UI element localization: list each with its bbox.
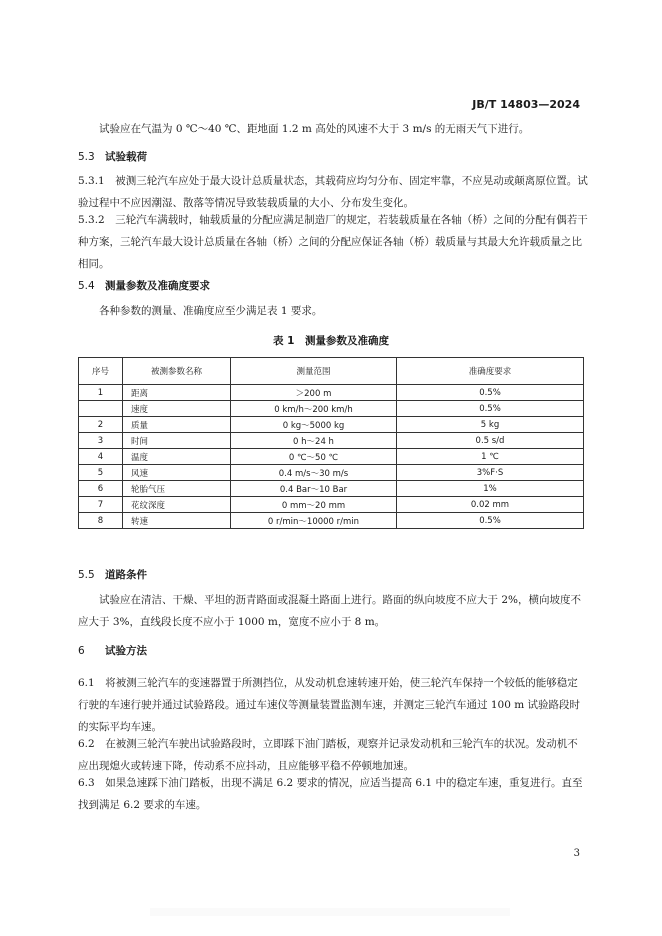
table-row <box>79 465 584 481</box>
table-cell: 4 <box>79 449 123 465</box>
weather-condition-paragraph: 试验应在气温为 0 ℃～40 ℃、距地面 1.2 m 高处的风速不大于 3 m/s 的无雨天气下进行。 <box>99 123 530 135</box>
table-cell: 转速 <box>123 513 231 529</box>
clause-6-1: 6.1 将被测三轮汽车的变速器置于所测挡位，从发动机怠速转速开始，使三轮汽车保持一个较低的能够稳定行驶的车速行驶并通过试验路段。通过车速仪等测量装置监测车速，并测定三轮汽车通过 100 m 试验路段时的实际平均车速。 <box>78 677 581 733</box>
table-cell: 0 h～24 h <box>231 433 397 449</box>
clause-6-2: 6.2 在被测三轮汽车驶出试验路段时，立即踩下油门踏板，观察并记录发动机和三轮汽车的状况。发动机不应出现熄火或转速下降，传动系不应抖动，且应能够平稳不停顿地加速。 <box>78 738 578 772</box>
section-5-5-heading <box>78 567 147 582</box>
table-header-row <box>79 358 584 385</box>
table-intro-paragraph: 各种参数的测量、准确度应至少满足表 1 要求。 <box>99 305 323 317</box>
section-5-3-heading <box>78 149 147 164</box>
section-title: 道路条件 <box>105 569 147 581</box>
table-cell: 0.4 m/s～30 m/s <box>231 465 397 481</box>
table-row <box>79 401 584 417</box>
footer-divider <box>150 908 510 916</box>
table-cell <box>79 401 123 417</box>
table-cell: 3 <box>79 433 123 449</box>
table-cell: 花纹深度 <box>123 497 231 513</box>
table-row <box>79 513 584 529</box>
section-number: 6 <box>78 645 85 657</box>
table-cell: 1 ℃ <box>397 449 584 465</box>
document-number: JB/T 14803—2024 <box>472 98 580 111</box>
table-cell: 风速 <box>123 465 231 481</box>
table-cell: 0.02 mm <box>397 497 584 513</box>
section-title: 测量参数及准确度要求 <box>105 280 210 292</box>
column-header: 准确度要求 <box>397 358 584 385</box>
table-cell: 7 <box>79 497 123 513</box>
table-cell: 0 kg～5000 kg <box>231 417 397 433</box>
table-row <box>79 385 584 401</box>
table-cell: 质量 <box>123 417 231 433</box>
table-row <box>79 417 584 433</box>
table-row <box>79 449 584 465</box>
table-cell: 0 r/min～10000 r/min <box>231 513 397 529</box>
table-cell: 0.4 Bar～10 Bar <box>231 481 397 497</box>
section-title: 试验载荷 <box>105 151 147 163</box>
table-cell: ＞200 m <box>231 385 397 401</box>
clause-5-3-1: 5.3.1 被测三轮汽车应处于最大设计总质量状态，其载荷应均匀分布、固定牢靠，不应晃动或颠离原位置。试验过程中不应因潮湿、散落等情况导致装载质量的大小、分布发生变化。 <box>78 175 588 209</box>
column-header: 被测参数名称 <box>123 358 231 385</box>
table-cell: 6 <box>79 481 123 497</box>
table-cell: 0.5% <box>397 401 584 417</box>
section-number: 5.5 <box>78 569 95 581</box>
page-number: 3 <box>573 848 580 859</box>
road-condition-paragraph: 试验应在清洁、干燥、平坦的沥青路面或混凝土路面上进行。路面的纵向坡度不应大于 2%，横向坡度不应大于 3%，直线段长度不应小于 1000 m，宽度不应小于 8 m。 <box>78 594 581 628</box>
table-cell: 5 kg <box>397 417 584 433</box>
table-row <box>79 497 584 513</box>
section-number: 5.3 <box>78 151 95 163</box>
table-cell: 3%F·S <box>397 465 584 481</box>
table-cell: 0 km/h～200 km/h <box>231 401 397 417</box>
table-row <box>79 481 584 497</box>
column-header: 测量范围 <box>231 358 397 385</box>
table-caption: 表 1 测量参数及准确度 <box>273 335 389 347</box>
table-cell: 8 <box>79 513 123 529</box>
table-cell: 轮胎气压 <box>123 481 231 497</box>
table-cell: 5 <box>79 465 123 481</box>
table-cell: 1% <box>397 481 584 497</box>
table-cell: 1 <box>79 385 123 401</box>
table-cell: 距离 <box>123 385 231 401</box>
measurement-parameters-table <box>78 357 584 529</box>
table-cell: 0.5 s/d <box>397 433 584 449</box>
table-cell: 0.5% <box>397 385 584 401</box>
section-6-heading <box>78 643 147 658</box>
clause-5-3-2: 5.3.2 三轮汽车满载时，轴载质量的分配应满足制造厂的规定，若装载质量在各轴（桥）之间的分配有偶若干种方案，三轮汽车最大设计总质量在各轴（桥）之间的分配应保证各轴（桥）载质量与其最大允许载质量之比相同。 <box>78 214 588 270</box>
table-cell: 2 <box>79 417 123 433</box>
column-header: 序号 <box>79 358 123 385</box>
table-cell: 0 ℃～50 ℃ <box>231 449 397 465</box>
table-cell: 0.5% <box>397 513 584 529</box>
section-number: 5.4 <box>78 280 95 292</box>
table-cell: 时间 <box>123 433 231 449</box>
clause-6-3: 6.3 如果急速踩下油门踏板，出现不满足 6.2 要求的情况，应适当提高 6.1 中的稳定车速，重复进行。直至找到满足 6.2 要求的车速。 <box>78 777 583 811</box>
table-cell: 0 mm～20 mm <box>231 497 397 513</box>
table-cell: 温度 <box>123 449 231 465</box>
section-5-4-heading <box>78 278 210 293</box>
table-row <box>79 433 584 449</box>
section-title: 试验方法 <box>105 645 147 657</box>
table-cell: 速度 <box>123 401 231 417</box>
